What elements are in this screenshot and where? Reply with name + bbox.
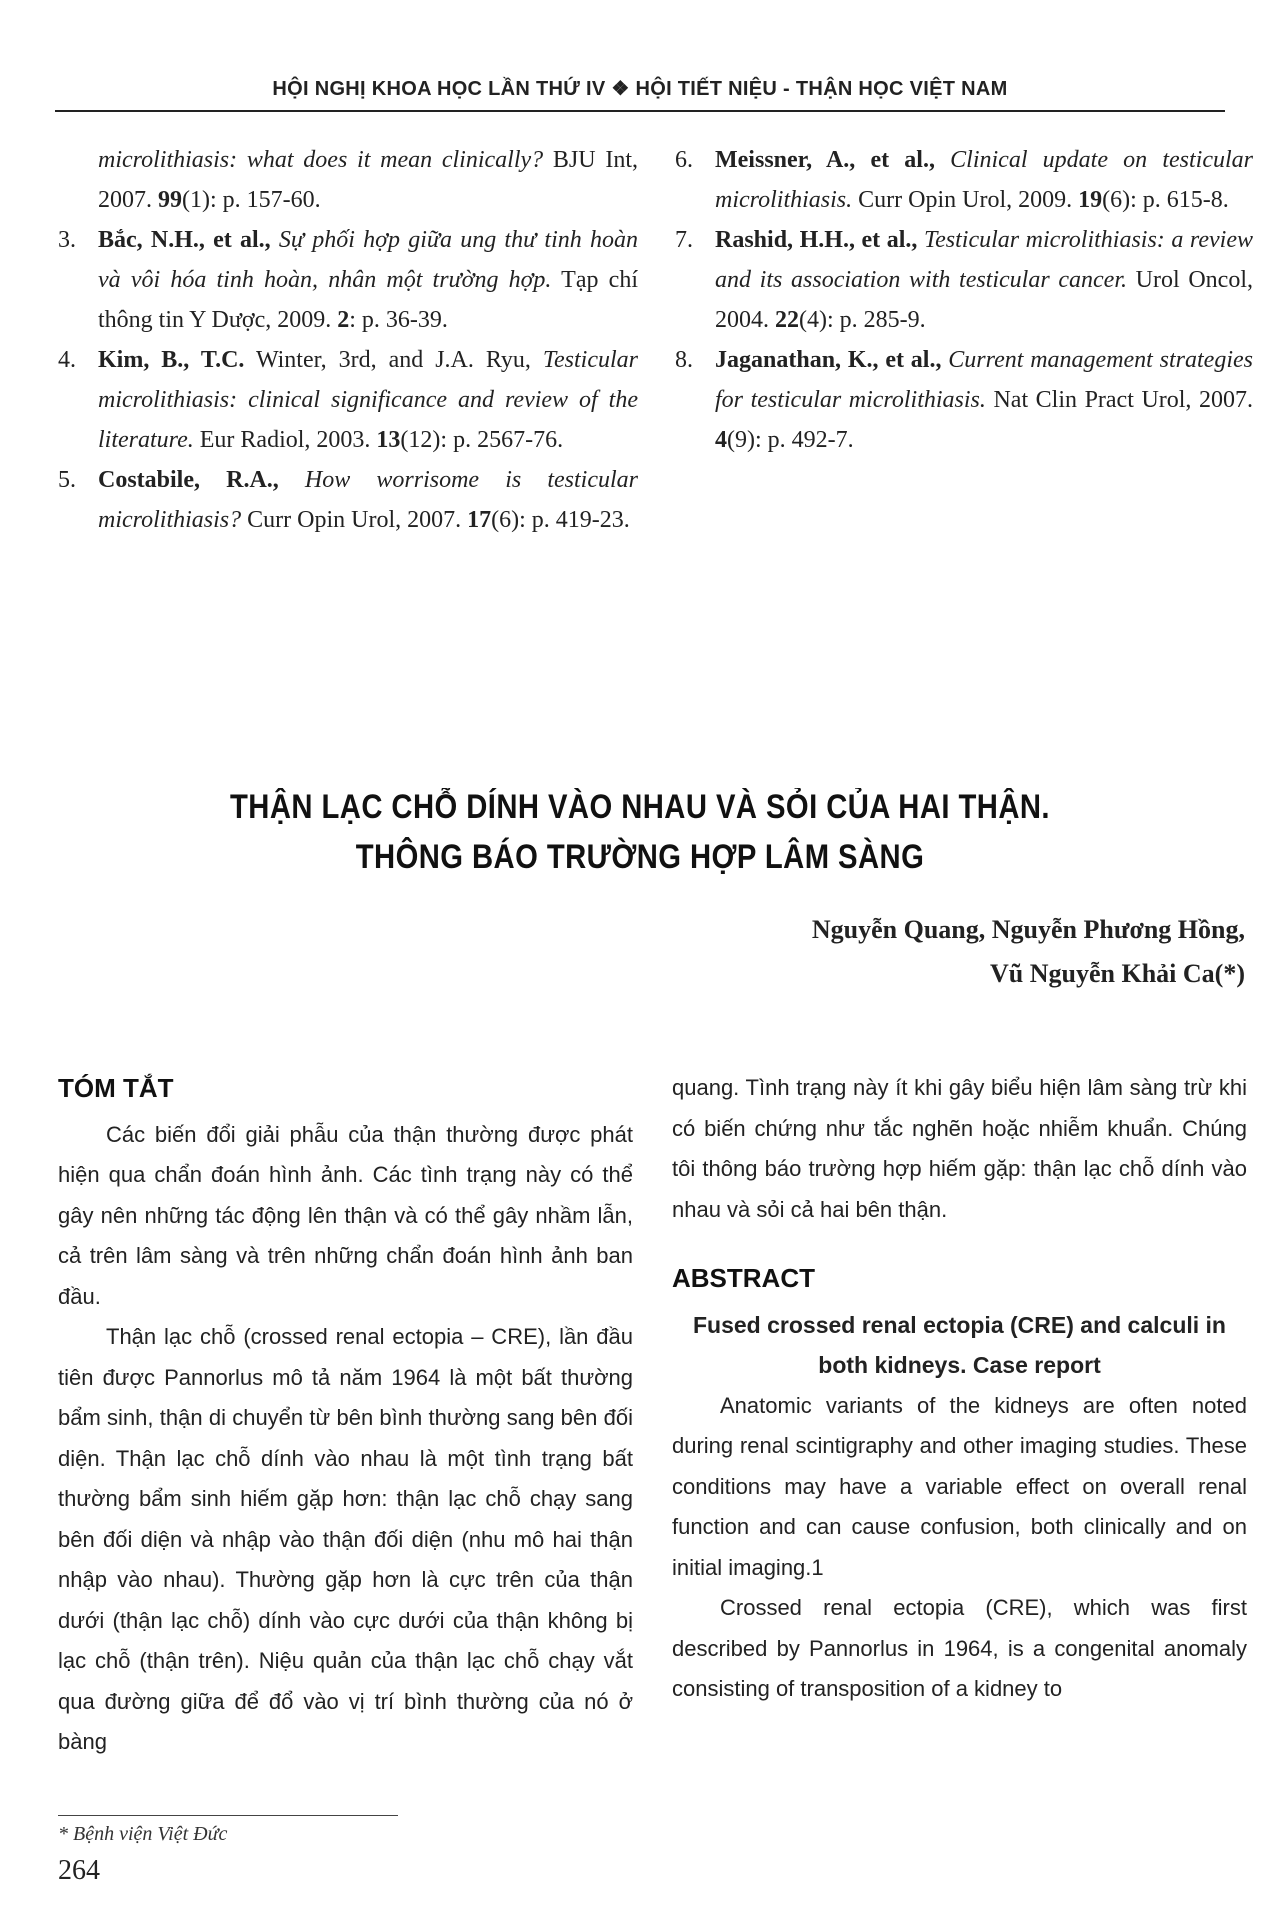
reference-5 bbox=[58, 460, 638, 540]
reference-number: 7. bbox=[675, 227, 693, 253]
reference-source: Curr Opin Urol, 2009. bbox=[852, 187, 1079, 213]
affiliation-footnote: * Bệnh viện Việt Đức bbox=[58, 1823, 228, 1845]
reference-source: BJU Int, 2007. bbox=[98, 147, 638, 213]
reference-pages: (6): p. 419-23. bbox=[491, 507, 630, 533]
abstract-paragraph-1: Anatomic variants of the kidneys are often noted during renal scintigraphy and other imaging studies. These conditions may have a variable effect on overall renal function and can cause confusion, both clinically and on initial imaging.1 bbox=[672, 1392, 1247, 1580]
reference-number: 5. bbox=[58, 467, 76, 493]
reference-pages: (4): p. 285-9. bbox=[799, 307, 926, 333]
reference-6 bbox=[675, 140, 1253, 220]
reference-volume: 19 bbox=[1078, 187, 1103, 213]
reference-number: 8. bbox=[675, 347, 693, 373]
reference-authors: Rashid, H.H., et al., bbox=[715, 227, 918, 253]
references-left-column bbox=[58, 140, 638, 540]
body-right-column bbox=[672, 1068, 1247, 1710]
reference-volume: 2 bbox=[337, 307, 350, 333]
abstract-paragraph-2: Crossed renal ectopia (CRE), which was first described by Pannorlus in 1964, is a congenital anomaly consisting of transposition of a kidney to bbox=[672, 1595, 1247, 1701]
reference-source: Nat Clin Pract Urol, 2007. bbox=[985, 387, 1253, 413]
abstract-heading: ABSTRACT bbox=[672, 1263, 815, 1293]
reference-title: Clinical update on testicular microlithiasis. bbox=[715, 147, 1254, 213]
article-title-line-2: THÔNG BÁO TRƯỜNG HỢP LÂM SÀNG bbox=[355, 838, 925, 876]
summary-paragraph-2: Thận lạc chỗ (crossed renal ectopia – CRE), lần đầu tiên được Pannorlus mô tả năm 1964 là một bất thường bẩm sinh, thận di chuyển từ bên bình thường sang bên đối diện. Thận lạc chỗ dính vào nhau là một tình trạng bất thường bẩm sinh hiếm gặp hơn: thận lạc chỗ chạy sang bên đối diện và nhập vào thận đối diện (nhu mô hai thận nhập vào nhau). Thường gặp hơn là cực trên của thận dưới (thận lạc chỗ) dính vào cực dưới của thận không bị lạc chỗ (thận trên). Niệu quản của thận lạc chỗ chạy vắt qua đường giữa để đổ vào vị trí bình thường của nó ở bàng bbox=[58, 1324, 633, 1754]
body-left-column bbox=[58, 1068, 633, 1763]
summary-heading: TÓM TẮT bbox=[58, 1073, 174, 1103]
summary-paragraph-1: Các biến đổi giải phẫu của thận thường được phát hiện qua chẩn đoán hình ảnh. Các tình trạng này có thể gây nên những tác động lên thận và có thể gây nhầm lẫn, cả trên lâm sàng và trên những chẩn đoán hình ảnh ban đầu. bbox=[58, 1121, 633, 1309]
reference-title: Current management strategies for testicular microlithiasis. bbox=[715, 347, 1253, 413]
reference-title: microlithiasis: what does it mean clinically? bbox=[98, 147, 544, 173]
abstract-subtitle: Fused crossed renal ectopia (CRE) and calculi in both kidneys. Case report bbox=[693, 1311, 1226, 1378]
reference-authors: Kim, B., T.C. bbox=[98, 347, 245, 373]
reference-number: 3. bbox=[58, 227, 76, 253]
reference-pages: (9): p. 492-7. bbox=[727, 427, 854, 453]
reference-pages: (12): p. 2567-76. bbox=[400, 427, 564, 453]
reference-3 bbox=[58, 220, 638, 340]
header-rule bbox=[55, 110, 1225, 112]
reference-title: Sự phối hợp giữa ung thư tinh hoàn và vôi hóa tinh hoàn, nhân một trường hợp. bbox=[98, 227, 638, 293]
reference-authors: Jaganathan, K., et al., bbox=[715, 347, 942, 373]
reference-authors: Costabile, R.A., bbox=[98, 467, 279, 493]
reference-number: 6. bbox=[675, 147, 693, 173]
reference-source: Tạp chí thông tin Y Dược, 2009. bbox=[98, 267, 638, 333]
reference-source: Eur Radiol, 2003. bbox=[193, 427, 377, 453]
reference-volume: 22 bbox=[775, 307, 799, 333]
reference-title: How worrisome is testicular microlithiasis? bbox=[98, 467, 638, 533]
reference-source: Curr Opin Urol, 2007. bbox=[241, 507, 468, 533]
reference-2-continued bbox=[58, 140, 638, 220]
reference-authors: Bắc, N.H., et al., bbox=[98, 227, 271, 253]
footnote-rule bbox=[58, 1815, 398, 1816]
page-number: 264 bbox=[58, 1855, 100, 1886]
reference-number: 4. bbox=[58, 347, 76, 373]
reference-pages: : p. 36-39. bbox=[349, 307, 448, 333]
reference-authors-rest: Winter, 3rd, and J.A. Ryu, bbox=[244, 347, 531, 373]
reference-title: Testicular microlithiasis: clinical significance and review of the literature. bbox=[98, 347, 638, 453]
article-title bbox=[193, 782, 1087, 882]
article-title-line-1: THẬN LẠC CHỖ DÍNH VÀO NHAU VÀ SỎI CỦA HAI THẬN. bbox=[230, 788, 1050, 826]
authors-line-2: Vũ Nguyễn Khải Ca(*) bbox=[990, 959, 1245, 988]
summary-paragraph-3: quang. Tình trạng này ít khi gây biểu hiện lâm sàng trừ khi có biến chứng như tắc nghẽn hoặc nhiễm khuẩn. Chúng tôi thông báo trường hợp hiếm gặp: thận lạc chỗ dính vào nhau và sỏi cả hai bên thận. bbox=[672, 1075, 1247, 1222]
reference-7 bbox=[675, 220, 1253, 340]
article-authors bbox=[545, 908, 1245, 996]
reference-pages: (6): p. 615-8. bbox=[1102, 187, 1229, 213]
reference-8 bbox=[675, 340, 1253, 460]
reference-volume: 13 bbox=[376, 427, 401, 453]
reference-4 bbox=[58, 340, 638, 460]
running-header: HỘI NGHỊ KHOA HỌC LẦN THỨ IV ❖ HỘI TIẾT NIỆU - THẬN HỌC VIỆT NAM bbox=[272, 78, 1008, 100]
reference-source: Urol Oncol, 2004. bbox=[715, 267, 1253, 333]
reference-pages: (1): p. 157-60. bbox=[182, 187, 321, 213]
reference-authors: Meissner, A., et al., bbox=[715, 147, 935, 173]
reference-volume: 99 bbox=[158, 187, 182, 213]
references-right-column bbox=[675, 140, 1253, 460]
reference-volume: 17 bbox=[467, 507, 492, 533]
reference-volume: 4 bbox=[715, 427, 727, 453]
reference-title: Testicular microlithiasis: a review and its association with testicular cancer. bbox=[715, 227, 1254, 293]
authors-line-1: Nguyễn Quang, Nguyễn Phương Hồng, bbox=[811, 915, 1245, 944]
